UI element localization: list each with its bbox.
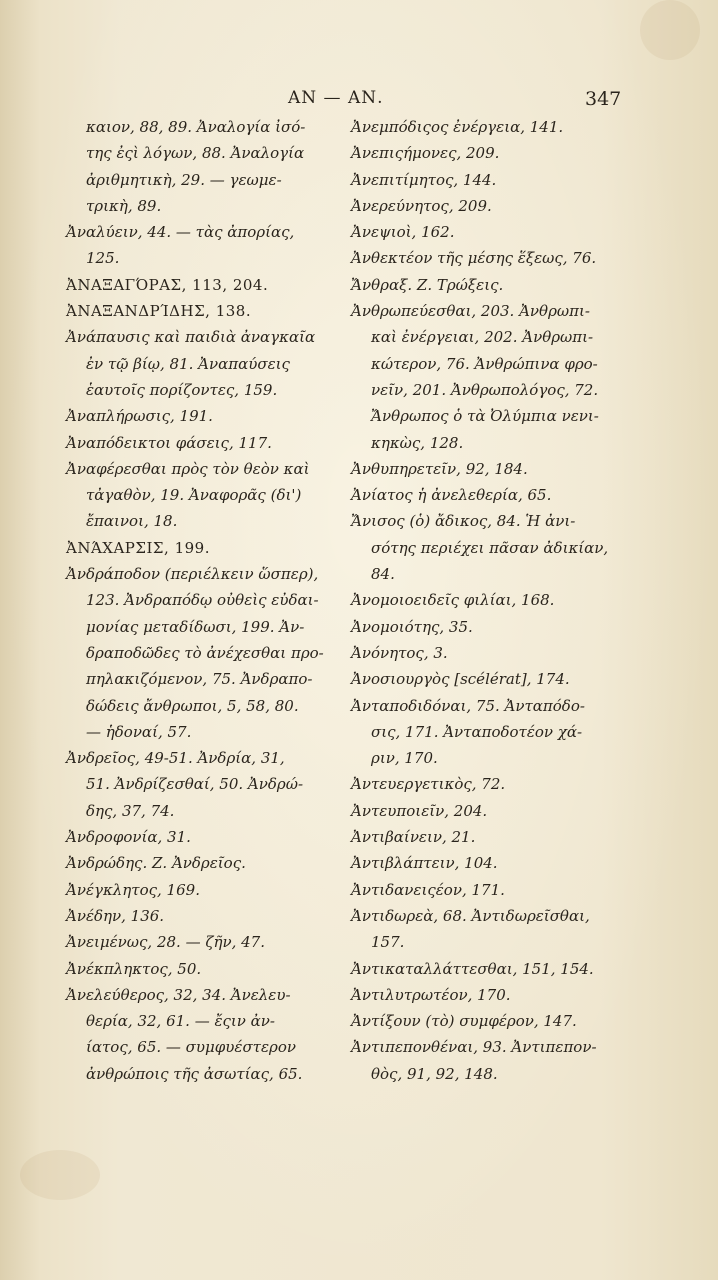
index-entry: Ἀνομοιοειδεῖς φιλίαι, 168. <box>351 591 555 610</box>
index-entry-continuation: δραποδῶδες τὸ ἀνέχεσθαι προ- <box>86 643 324 662</box>
running-title: ΑΝ — ΑΝ. <box>288 88 384 108</box>
index-entry-continuation: Ἄνθρωπος ὁ τὰ Ὀλύμπια νενι- <box>371 407 599 426</box>
index-entry: Ἀντιδανειςέον, 171. <box>351 880 505 899</box>
index-entry: Ἀνέδην, 136. <box>66 906 165 925</box>
index-entry-continuation: καὶ ἐνέργειαι, 202. Ἀνθρωπι- <box>371 328 594 347</box>
index-entry: Ἀνάπαυσις καὶ παιδιὰ ἀναγκαῖα <box>66 328 316 347</box>
index-entry: Ἀναπλήρωσις, 191. <box>66 407 213 426</box>
index-entry: Ἀνδρεῖος, 49-51. Ἀνδρία, 31, <box>66 749 285 768</box>
index-entry: Ἀνθυπηρετεῖν, 92, 184. <box>351 459 528 478</box>
index-entry: Ἀνέκπληκτος, 50. <box>66 959 202 978</box>
index-entry-continuation: θερία, 32, 61. — ἔςιν ἀν- <box>86 1012 275 1031</box>
paper-stain <box>20 1150 100 1200</box>
page-number: 347 <box>585 88 622 110</box>
index-entry-continuation: ἔπαινοι, 18. <box>86 512 178 531</box>
index-entry: Ἀνεπιτίμητος, 144. <box>351 170 497 189</box>
index-entry: Ἀντιβλάπτειν, 104. <box>351 854 498 873</box>
index-entry: Ἀντικαταλλάττεσθαι, 151, 154. <box>351 959 594 978</box>
index-entry-continuation: της ἐςὶ λόγων, 88. Ἀναλογία <box>86 144 305 163</box>
index-entry: Ἀντευεργετικὸς, 72. <box>351 775 506 794</box>
paper-stain <box>640 0 700 60</box>
index-entry: Ἀντιλυτρωτέον, 170. <box>351 985 511 1004</box>
index-entry-continuation: 123. Ἀνδραπόδῳ οὐθεὶς εὐδαι- <box>86 591 319 610</box>
index-entry-continuation: — ἡδοναί, 57. <box>86 722 192 741</box>
index-entry: Ἀνομοιότης, 35. <box>351 617 473 636</box>
index-entry-continuation: ριν, 170. <box>371 749 438 768</box>
index-entry-continuation: τρικὴ, 89. <box>86 196 162 215</box>
index-entry-continuation: ίατος, 65. — συμφυέστερον <box>86 1038 296 1057</box>
index-entry-continuation: νεῖν, 201. Ἀνθρωπολόγος, 72. <box>371 380 599 399</box>
index-entry: Ἀντιβαίνειν, 21. <box>351 828 476 847</box>
index-entry: ἈΝΑΞΑΓΌΡΑΣ, 113, 204. <box>66 275 269 294</box>
index-entry: Ἀνοσιουργὸς [scélérat], 174. <box>351 670 570 689</box>
index-entry: Ἀναπόδεικτοι φάσεις, 117. <box>66 433 272 452</box>
index-entry-continuation: θὸς, 91, 92, 148. <box>371 1064 498 1083</box>
index-entry-continuation: καιον, 88, 89. Ἀναλογία ἰσό- <box>86 118 306 136</box>
index-entry-continuation: 84. <box>371 565 395 584</box>
index-entry: Ἀνθρωπεύεσθαι, 203. Ἀνθρωπι- <box>351 302 590 321</box>
index-entry: Ἀνειμένως, 28. — ζῆν, 47. <box>66 933 265 952</box>
index-entry: Ἀνελεύθερος, 32, 34. Ἀνελευ- <box>66 985 291 1004</box>
index-entry: Ἀνεψιοὶ, 162. <box>351 223 455 242</box>
index-entry: ἈΝΑΞΑΝΔΡΊΔΗΣ, 138. <box>66 302 252 321</box>
index-entry: Ἀναφέρεσθαι πρὸς τὸν θεὸν καὶ <box>66 459 310 478</box>
index-entry-continuation: 125. <box>86 249 120 268</box>
index-entry-continuation: σότης περιέχει πᾶσαν ἀδικίαν, <box>371 538 609 557</box>
index-entry-continuation: πηλακιζόμενον, 75. Ἀνδραπο- <box>86 670 313 689</box>
index-entry-continuation: ἐν τῷ βίῳ, 81. Ἀναπαύσεις <box>86 354 290 373</box>
index-entry-continuation: σις, 171. Ἀνταποδοτέον χά- <box>371 722 583 741</box>
index-entry-continuation: ἀριθμητικὴ, 29. — γεωμε- <box>86 170 282 189</box>
index-entry: Ἀνταποδιδόναι, 75. Ἀνταπόδο- <box>351 696 585 715</box>
index-entry: Ἀνερεύνητος, 209. <box>351 196 492 215</box>
index-entry: Ἀνθεκτέον τῆς μέσης ἕξεως, 76. <box>351 249 597 268</box>
index-entry-continuation: ἀνθρώποις τῆς ἀσωτίας, 65. <box>86 1064 303 1083</box>
index-entry-continuation: τἀγαθὸν, 19. Ἀναφορᾶς (δι') <box>86 486 302 505</box>
index-entry-continuation: δης, 37, 74. <box>86 801 175 820</box>
index-entry: Ἀνδροφονία, 31. <box>66 828 191 847</box>
index-entry: Ἀντιπεπονθέναι, 93. Ἀντιπεπον- <box>351 1038 597 1057</box>
index-entry: Ἀνδράποδον (περιέλκειν ὥσπερ), <box>66 565 319 584</box>
index-entry: Ἀνεμπόδιςος ἐνέργεια, 141. <box>351 118 564 136</box>
index-entry-continuation: μονίας μεταδίδωσι, 199. Ἀν- <box>86 617 305 636</box>
index-column-left <box>66 114 348 1087</box>
index-column-right <box>351 114 643 1087</box>
index-entry: Ἀνίατος ἡ ἀνελεθερία, 65. <box>351 486 552 505</box>
index-entry: ἈΝΆΧΑΡΣΙΣ, 199. <box>66 538 210 557</box>
index-entry: Ἀναλύειν, 44. — τὰς ἀπορίας, <box>66 223 295 242</box>
index-entry-continuation: ἑαυτοῖς πορίζοντες, 159. <box>86 380 278 399</box>
index-entry-continuation: κώτερον, 76. Ἀνθρώπινα φρο- <box>371 354 598 373</box>
index-entry: Ἄνισος (ὁ) ἄδικος, 84. Ἡ ἀνι- <box>351 512 576 531</box>
index-entry: Ἀντευποιεῖν, 204. <box>351 801 488 820</box>
index-entry: Ἀντίξουν (τὸ) συμφέρον, 147. <box>351 1012 577 1031</box>
index-entry: Ἀνεπιςήμονες, 209. <box>351 144 500 163</box>
index-entry: Ἄνθραξ. Ζ. Τρώξεις. <box>351 275 504 294</box>
index-entry: Ἀνέγκλητος, 169. <box>66 880 200 899</box>
index-entry-continuation: κηκὼς, 128. <box>371 433 464 452</box>
index-entry: Ἀνδρώδης. Ζ. Ἀνδρεῖος. <box>66 854 246 873</box>
running-header <box>0 88 718 112</box>
index-entry: Ἀντιδωρεὰ, 68. Ἀντιδωρεῖσθαι, <box>351 906 590 925</box>
index-entry-continuation: 157. <box>371 933 405 952</box>
index-entry-continuation: δώδεις ἄνθρωποι, 5, 58, 80. <box>86 696 299 715</box>
index-entry: Ἀνόνητος, 3. <box>351 643 448 662</box>
index-entry-continuation: 51. Ἀνδρίζεσθαί, 50. Ἀνδρώ- <box>86 775 304 794</box>
